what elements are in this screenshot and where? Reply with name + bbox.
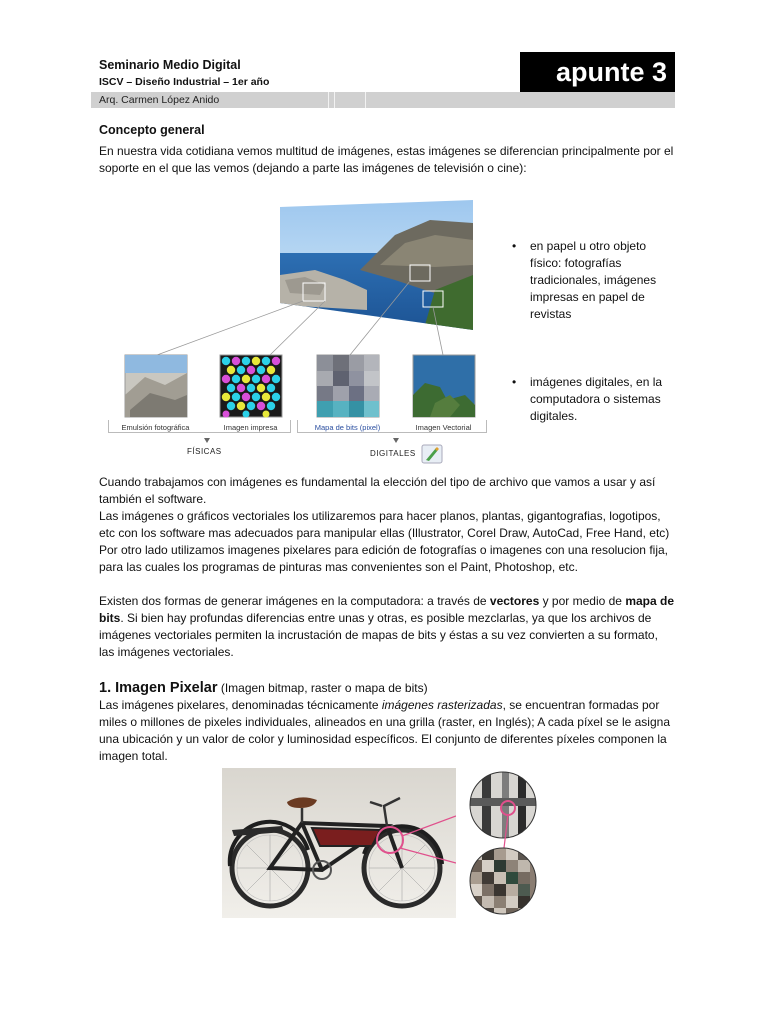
caption-bitmap: Mapa de bits (pixel) (314, 423, 381, 432)
software-line-2: Las imágenes o gráficos vectoriales los utilizaremos para hacer planos, plantas, gigantografias, logotipos, etc con los software mas adecuados para manipular ellas (Illustrator, Corel Draw, AutoCad, Free Hand, etc) (99, 509, 670, 540)
thumb-halftone (220, 355, 282, 418)
image-types-diagram (105, 195, 495, 470)
keyword-rasterizadas: imágenes rasterizadas (381, 698, 503, 712)
caption-vector: Imagen Vectorial (415, 423, 472, 432)
software-paragraph (99, 474, 674, 576)
pixel-paragraph (99, 697, 674, 765)
forms-text-pre: Existen dos formas de generar imágenes en la computadora: a través de (99, 594, 490, 608)
software-line-3: Por otro lado utilizamos imagenes pixelares para edición de fotografías o imagenes con una resolucion fija, para las cuales los programas de pinturas mas convenientes son el Paint, Photoshop, etc. (99, 543, 668, 574)
pixel-text-pre: Las imágenes pixelares, denominadas técnicamente (99, 698, 382, 712)
course-title: Seminario Medio Digital (99, 58, 241, 72)
arrow-digital-icon (393, 438, 399, 443)
zoom-circle-medium (468, 768, 538, 843)
section-heading-pixel (99, 680, 428, 696)
thumb-vector (413, 355, 475, 417)
document-badge: apunte 3 (520, 52, 675, 92)
course-subtitle: ISCV – Diseño Industrial – 1er año (99, 76, 270, 88)
forms-text-mid: y por medio de (539, 594, 626, 608)
forms-text-post: . Si bien hay profundas diferencias entre unas y otras, es posible mezclarlas, ya que los archivos de imágenes vectoriales permiten la incrustación de mapas de bits y éstas a su vez convierten a su formato, las imágenes vectoriales. (99, 611, 658, 659)
group-label-physical: FÍSICAS (187, 447, 222, 456)
bicycle-photo (222, 768, 456, 918)
thumb-pixels (317, 355, 379, 417)
brush-app-icon (421, 444, 443, 464)
thumb-emulsion (125, 355, 187, 417)
section-heading-general: Concepto general (99, 123, 205, 137)
bracket-physical (108, 420, 291, 433)
group-label-digital: DIGITALES (370, 449, 416, 458)
author-name: Arq. Carmen López Anido (99, 94, 220, 106)
intro-paragraph: En nuestra vida cotidiana vemos multitud de imágenes, estas imágenes se diferencian principalmente por el soporte en el que las vemos (dejando a parte las imágenes de televisión o cine): (99, 144, 674, 175)
caption-emulsion: Emulsión fotográfica (121, 423, 190, 432)
caption-print: Imagen impresa (223, 423, 278, 432)
bracket-digital (297, 420, 487, 433)
zoom-detail (468, 768, 538, 918)
software-line-1: Cuando trabajamos con imágenes es fundamental la elección del tipo de archivo que vamos a usar y así también el software. (99, 475, 656, 506)
image-types-list (510, 238, 670, 425)
list-item-physical: • en papel u otro objeto físico: fotografías tradicionales, imágenes impresas en papel de revistas (510, 238, 670, 323)
pixel-heading-note: (Imagen bitmap, raster o mapa de bits) (217, 681, 428, 695)
pixel-text-post: , se encuentran formadas por miles o millones de pixeles individuales, alineados en una grilla (raster, en Inglés); A cada píxel se le asigna una ubicación y un valor de color y luminosidad específicos. El conjunto de diferentes píxeles componen la imagen total. (99, 698, 670, 763)
keyword-mapa-de-bits: mapa de bits (99, 594, 674, 625)
arrow-physical-icon (204, 438, 210, 443)
keyword-vectores: vectores (489, 594, 540, 608)
list-item-digital: • imágenes digitales, en la computadora o sistemas digitales. (510, 374, 670, 425)
pixel-heading-text: 1. Imagen Pixelar (99, 680, 218, 696)
forms-paragraph (99, 593, 674, 661)
